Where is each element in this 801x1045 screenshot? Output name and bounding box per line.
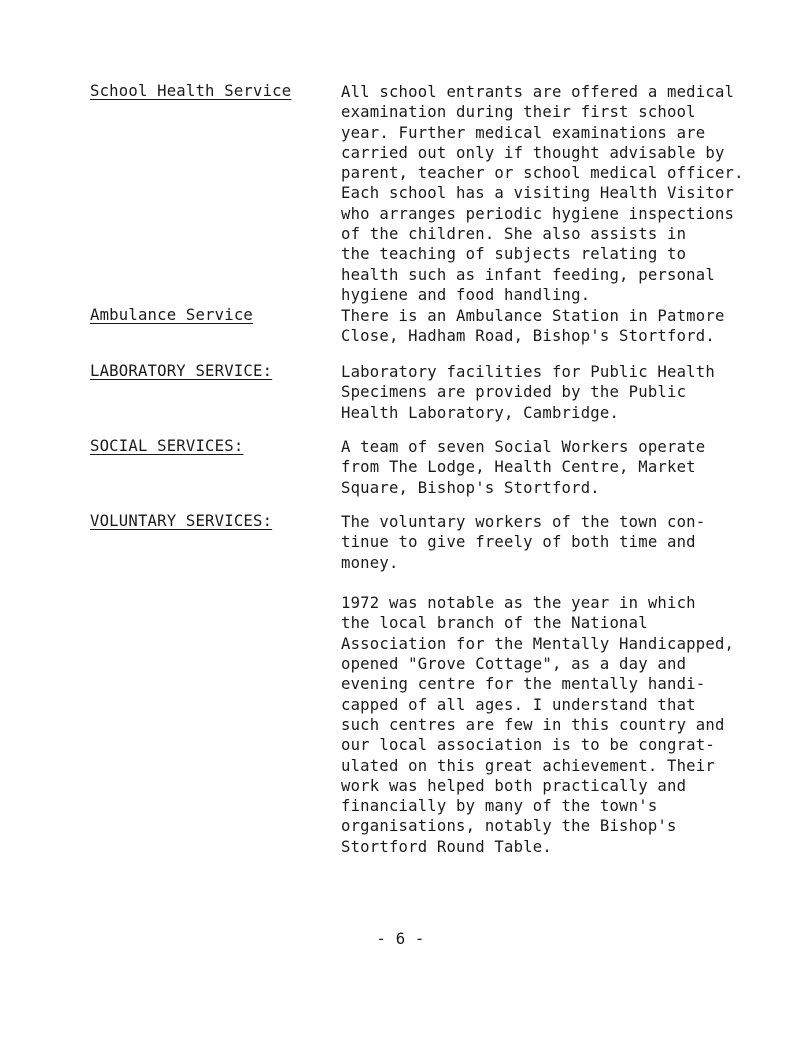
text-line: The voluntary workers of the town con- <box>341 513 706 531</box>
text-line: capped of all ages. I understand that <box>341 695 696 714</box>
section-body <box>341 306 761 347</box>
text-line: organisations, notably the Bishop's <box>341 817 677 836</box>
text-line: Health Laboratory, Cambridge. <box>341 403 620 422</box>
text-line: of the children. She also assists in <box>341 225 687 244</box>
text-line: who arranges periodic hygiene inspections <box>341 204 735 223</box>
text-line: work was helped both practically and <box>341 776 687 795</box>
section-body <box>341 512 761 857</box>
section-heading: LABORATORY SERVICE: <box>90 362 273 380</box>
text-line: the local branch of the National <box>341 614 648 633</box>
section-body <box>341 82 761 305</box>
text-line: from The Lodge, Health Centre, Market <box>341 458 696 477</box>
text-line: financially by many of the town's <box>341 797 658 816</box>
text-line: year. Further medical examinations are <box>341 123 706 142</box>
text-line: carried out only if thought advisable by <box>341 143 725 162</box>
text-line: There is an Ambulance Station in Patmore <box>341 307 725 325</box>
text-line: health such as infant feeding, personal <box>341 265 715 284</box>
text-line: evening centre for the mentally handi- <box>341 675 706 694</box>
section-heading: VOLUNTARY SERVICES: <box>90 512 273 530</box>
section-heading: Ambulance Service <box>90 306 253 324</box>
text-line: the teaching of subjects relating to <box>341 245 687 264</box>
page-number: - 6 - <box>376 930 425 948</box>
text-line: tinue to give freely of both time and <box>341 533 696 552</box>
text-line: All school entrants are offered a medical <box>341 83 735 101</box>
text-line: Specimens are provided by the Public <box>341 383 687 402</box>
paragraph-gap <box>341 573 761 593</box>
text-line: Close, Hadham Road, Bishop's Stortford. <box>341 327 715 346</box>
text-line: Association for the Mentally Handicapped, <box>341 634 735 653</box>
section-heading: School Health Service <box>90 82 292 100</box>
text-line: examination during their first school <box>341 103 696 122</box>
text-line: such centres are few in this country and <box>341 715 725 734</box>
text-line: opened "Grove Cottage", as a day and <box>341 655 687 674</box>
text-line: ulated on this great achievement. Their <box>341 756 715 775</box>
text-line: 1972 was notable as the year in which <box>341 594 696 613</box>
text-line: hygiene and food handling. <box>341 285 591 304</box>
text-line: our local association is to be congrat- <box>341 736 715 755</box>
text-line: money. <box>341 553 399 572</box>
text-line: parent, teacher or school medical officer. <box>341 164 744 183</box>
text-line: Each school has a visiting Health Visitor <box>341 184 735 203</box>
text-line: Stortford Round Table. <box>341 837 552 856</box>
section-body <box>341 362 761 423</box>
text-line: Laboratory facilities for Public Health <box>341 363 715 381</box>
section-body <box>341 437 761 498</box>
text-line: A team of seven Social Workers operate <box>341 438 706 456</box>
section-heading: SOCIAL SERVICES: <box>90 437 244 455</box>
text-line: Square, Bishop's Stortford. <box>341 478 600 497</box>
